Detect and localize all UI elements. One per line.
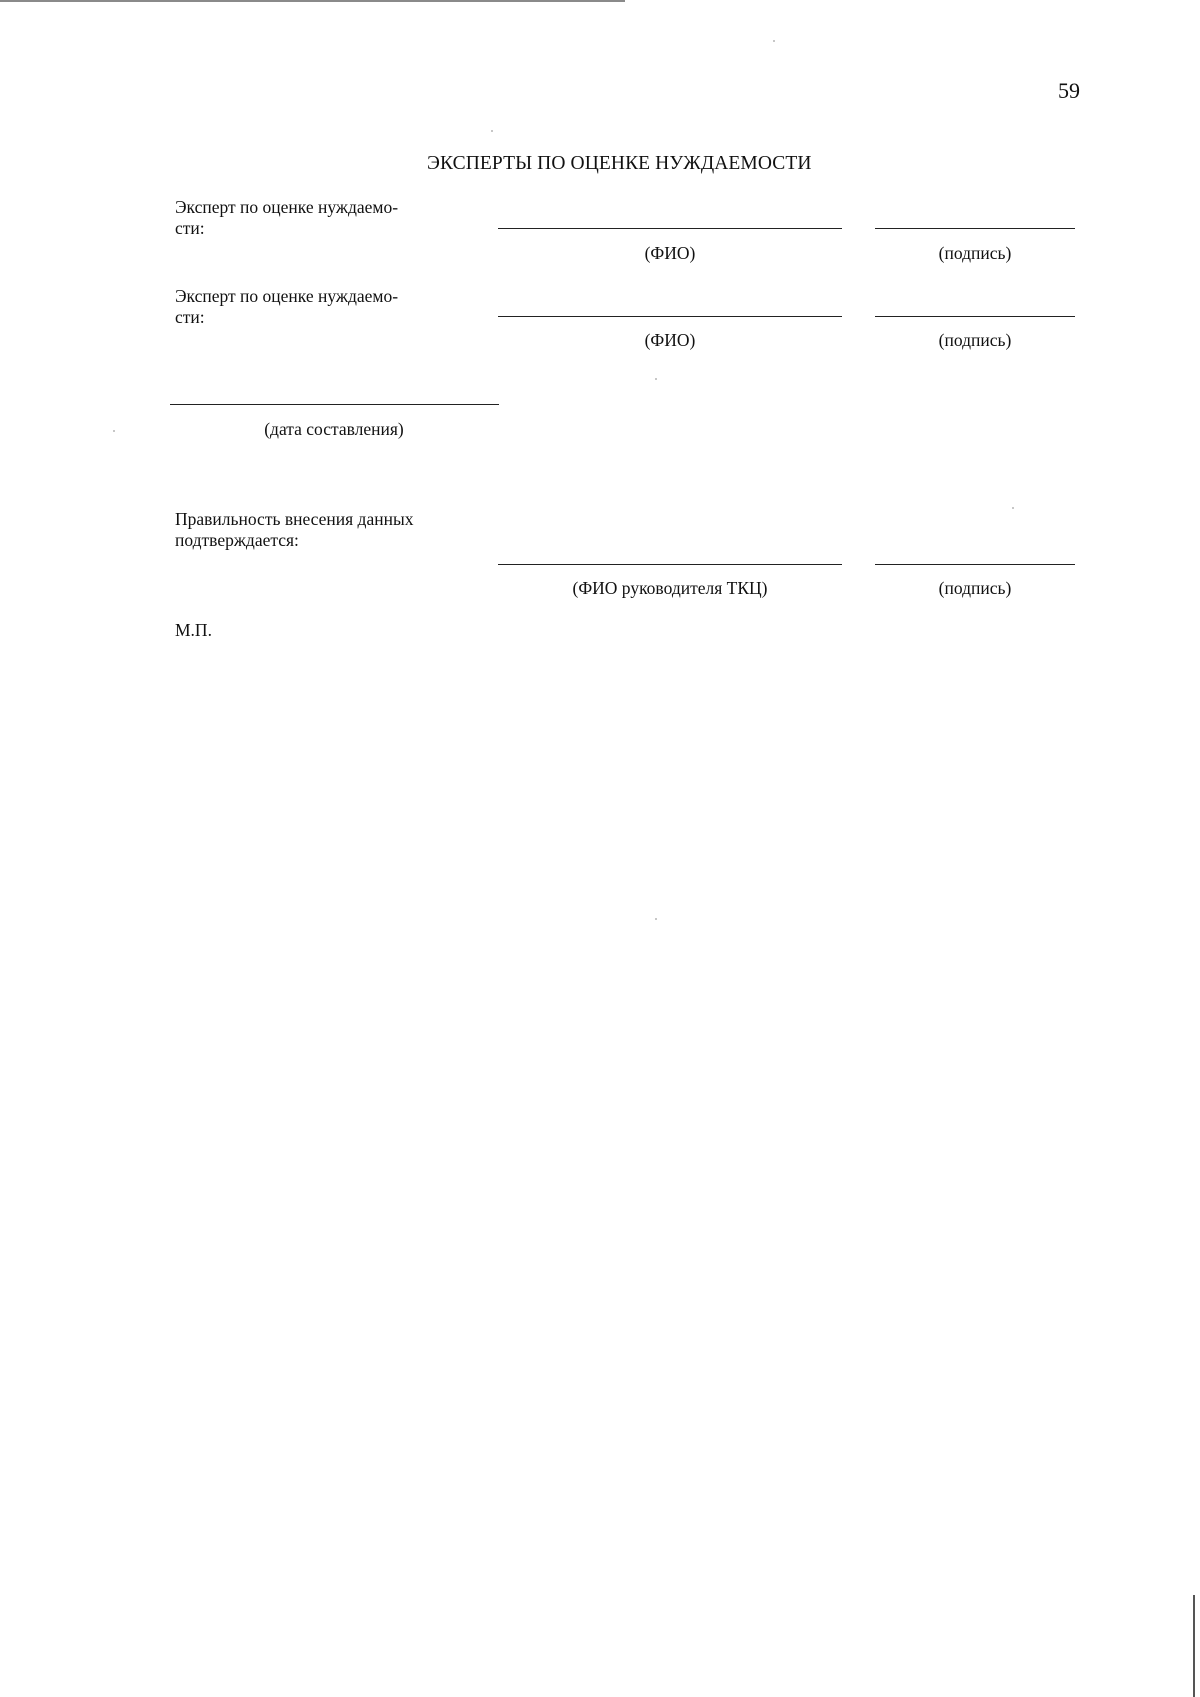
confirmation-label-line-1: Правильность внесения данных xyxy=(175,509,414,529)
date-line xyxy=(170,404,499,405)
expert-2-name-line xyxy=(498,316,842,317)
expert-2-signature-caption: (подпись) xyxy=(938,330,1012,350)
page-number: 59 xyxy=(1058,78,1080,103)
expert-2-label xyxy=(175,286,398,328)
expert-1-name-line xyxy=(498,228,842,229)
expert-2-name-caption: (ФИО) xyxy=(644,330,696,350)
expert-1-name-caption: (ФИО) xyxy=(644,243,696,263)
expert-1-signature-line xyxy=(875,228,1075,229)
expert-2-label-line-1: Эксперт по оценке нуждаемо- xyxy=(175,286,399,306)
scan-speck xyxy=(491,130,493,132)
scan-speck xyxy=(773,40,775,42)
expert-2-signature-line xyxy=(875,316,1075,317)
expert-1-label xyxy=(175,197,398,239)
manager-signature-line xyxy=(875,564,1075,565)
confirmation-label-line-2: подтверждается: xyxy=(175,530,299,550)
scan-edge-right xyxy=(1193,1595,1195,1697)
scan-speck xyxy=(1012,507,1014,509)
expert-1-label-line-2: сти: xyxy=(175,218,205,238)
manager-name-line xyxy=(498,564,842,565)
expert-2-label-line-2: сти: xyxy=(175,307,205,327)
document-title: ЭКСПЕРТЫ ПО ОЦЕНКЕ НУЖДАЕМОСТИ xyxy=(427,153,812,174)
stamp-label: М.П. xyxy=(175,620,212,640)
confirmation-label xyxy=(175,509,413,551)
scan-speck xyxy=(655,918,657,920)
scan-edge-top xyxy=(0,0,625,2)
manager-name-caption: (ФИО руководителя ТКЦ) xyxy=(572,578,768,598)
manager-signature-caption: (подпись) xyxy=(938,578,1012,598)
date-caption: (дата составления) xyxy=(264,419,404,439)
expert-1-label-line-1: Эксперт по оценке нуждаемо- xyxy=(175,197,399,217)
scan-speck xyxy=(113,430,115,432)
expert-1-signature-caption: (подпись) xyxy=(938,243,1012,263)
scan-speck xyxy=(655,378,657,380)
